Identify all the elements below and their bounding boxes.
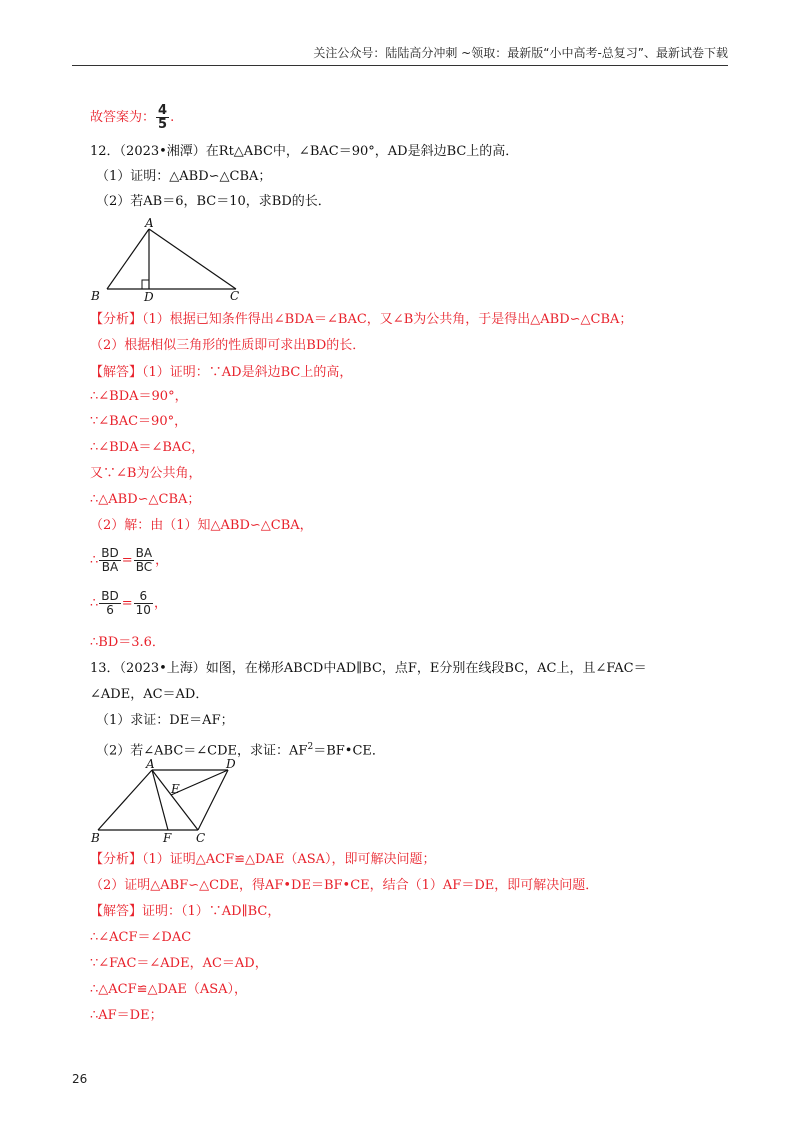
label-a: A <box>145 218 154 230</box>
label-f: F <box>163 831 172 845</box>
q12-solution-line-1: 【解答】（1）证明：∵AD是斜边BC上的高， <box>90 365 353 380</box>
label-d: D <box>144 290 154 304</box>
fraction-denominator: 6 <box>106 603 114 617</box>
q12-proportion-2 <box>90 590 167 617</box>
q12-solution-line-4: ∴∠BDA＝∠BAC， <box>90 440 205 455</box>
q12-proportion-1 <box>90 547 168 574</box>
q12-result: ∴BD＝3.6． <box>90 635 165 650</box>
q12-stem: 12．（2023•湘潭）在Rt△ABC中，∠BAC＝90°，AD是斜边BC上的高． <box>90 144 519 159</box>
fraction-numerator: BA <box>135 546 153 560</box>
exponent: 2 <box>307 742 314 752</box>
previous-answer <box>90 104 174 131</box>
segment-ab <box>98 770 152 830</box>
fraction-denominator: BA <box>101 560 119 574</box>
q12-solution-line-7: （2）解：由（1）知△ABD∽△CBA， <box>90 518 313 533</box>
answer-prefix: 故答案为： <box>90 110 156 125</box>
label-c: C <box>196 831 206 845</box>
fraction-bd-6 <box>99 590 120 617</box>
label-b: B <box>91 289 100 303</box>
therefore-symbol: ∴ <box>90 596 99 611</box>
q13-stem-line-1: 13．（2023•上海）如图，在梯形ABCD中AD∥BC，点F，E分别在线段BC，AC上，且∠FAC＝ <box>90 661 647 676</box>
equals-sign: = <box>121 596 133 611</box>
fraction-numerator: BD <box>101 589 119 603</box>
label-e: E <box>171 782 180 796</box>
q13-solution-line-3: ∵∠FAC＝∠ADE，AC＝AD， <box>90 956 268 971</box>
q12-part1: （1）证明：△ABD∽△CBA； <box>96 169 272 184</box>
fraction-numerator: BD <box>101 546 119 560</box>
therefore-symbol: ∴ <box>90 553 99 568</box>
page-header: 关注公众号：陆陆高分冲刺 ~领取：最新版“小中高考-总复习”、最新试卷下载 <box>72 44 728 66</box>
q12-analysis-2: （2）根据相似三角形的性质即可求出BD的长． <box>90 338 366 353</box>
q13-solution-line-5: ∴AF＝DE； <box>90 1008 163 1023</box>
right-angle-mark <box>142 280 149 289</box>
q12-part2: （2）若AB＝6，BC＝10，求BD的长． <box>96 194 331 209</box>
fraction-ba-bc <box>134 547 154 574</box>
segment-dc <box>198 770 228 830</box>
q12-solution-line-3: ∵∠BAC＝90°， <box>90 414 188 429</box>
segment-ac <box>149 229 236 289</box>
label-b: B <box>91 831 100 845</box>
q13-analysis-1: 【分析】（1）证明△ACF≌△DAE（ASA），即可解决问题； <box>90 852 436 867</box>
q13-part1: （1）求证：DE＝AF； <box>96 713 234 728</box>
fraction-denominator: 10 <box>135 603 151 617</box>
answer-fraction <box>156 104 169 131</box>
label-c: C <box>230 289 240 303</box>
line-end-comma: ， <box>153 596 167 611</box>
q12-figure <box>88 218 248 308</box>
q13-figure <box>88 758 248 846</box>
line-end-comma: ， <box>155 553 169 568</box>
equals-sign: = <box>121 553 133 568</box>
part2-text-end: ＝BF•CE． <box>313 743 385 759</box>
q12-solution-line-6: ∴△ABD∽△CBA； <box>90 492 201 507</box>
q12-analysis-1: 【分析】（1）根据已知条件得出∠BDA＝∠BAC，又∠B为公共角，于是得出△ABD∽△CBA； <box>90 312 633 327</box>
fraction-numerator: 6 <box>134 590 153 604</box>
q12-solution-line-5: 又∵∠B为公共角， <box>90 466 202 481</box>
label-a: A <box>146 758 155 771</box>
segment-ac <box>152 770 198 830</box>
q13-solution-line-1: 【解答】证明：（1）∵AD∥BC， <box>90 904 281 919</box>
q13-solution-line-2: ∴∠ACF＝∠DAC <box>90 930 192 945</box>
q12-solution-line-2: ∴∠BDA＝90°， <box>90 389 188 404</box>
page-number: 26 <box>72 1072 88 1086</box>
fraction-6-10 <box>134 590 153 617</box>
fraction-denominator: BC <box>135 560 153 574</box>
q13-part2 <box>96 738 385 760</box>
segment-af <box>152 770 168 830</box>
fraction-denominator: 5 <box>158 117 168 132</box>
fraction-numerator: 4 <box>158 103 168 118</box>
fraction-bd-ba <box>99 547 120 574</box>
q13-solution-line-4: ∴△ACF≌△DAE（ASA）， <box>90 982 247 997</box>
answer-suffix: . <box>170 110 175 125</box>
q13-analysis-2: （2）证明△ABF∽△CDE，得AF•DE＝BF•CE，结合（1）AF＝DE，即可解决问题． <box>90 878 599 893</box>
part2-text: （2）若∠ABC＝∠CDE，求证：AF <box>96 743 308 759</box>
label-d: D <box>226 758 236 771</box>
q13-stem-line-2: ∠ADE，AC＝AD． <box>90 687 209 702</box>
